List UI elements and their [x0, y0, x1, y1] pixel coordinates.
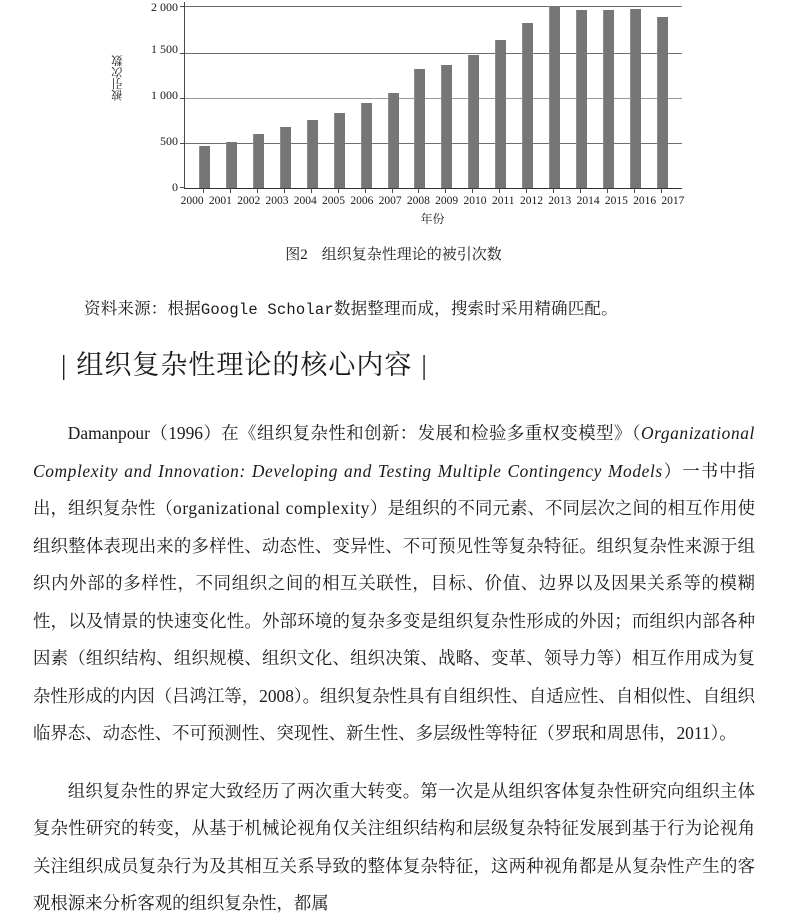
x-tick-label-2005: 2005: [322, 195, 346, 207]
x-tick-label-2017: 2017: [661, 195, 685, 207]
x-tick-label-2008: 2008: [406, 195, 430, 207]
x-tick-17: [661, 188, 662, 193]
x-tick-5: [338, 188, 339, 193]
x-tick-8: [418, 188, 419, 193]
x-axis-tick-labels: [177, 194, 688, 208]
bar-2003: [280, 127, 291, 188]
x-tick-3: [284, 188, 285, 193]
bar-2017: [657, 17, 668, 188]
paragraph-1-segment-b: ）一书中指出，组织复杂性（: [33, 460, 755, 518]
source-note-prefix: 根据: [167, 299, 201, 318]
y-tick-label-1500: 1 500: [151, 41, 178, 56]
x-tick-label-2011: 2011: [491, 195, 515, 207]
term-latin: organizational complexity: [173, 498, 370, 518]
x-tick-label-2015: 2015: [604, 195, 628, 207]
bar-slot-2016: [622, 2, 649, 188]
source-note-label: 资料来源：: [84, 299, 168, 318]
y-axis-title: 被引次数: [112, 55, 124, 101]
bar-2010: [468, 55, 479, 189]
bar-slot-2007: [380, 2, 407, 188]
figure-caption-number: 图2: [285, 247, 308, 263]
bar-slot-2015: [595, 2, 622, 188]
source-note: [84, 295, 618, 319]
author-name: Damanpour: [67, 423, 150, 443]
y-axis-tick-labels: [130, 2, 182, 192]
bar-2001: [226, 142, 237, 188]
x-tick-14: [580, 188, 581, 193]
source-note-database: Google Scholar: [200, 301, 334, 319]
x-axis-tick-marks: [184, 188, 681, 193]
x-tick-label-2010: 2010: [463, 195, 487, 207]
x-tick-6: [365, 188, 366, 193]
x-tick-7: [392, 188, 393, 193]
bar-2016: [630, 9, 641, 189]
bar-slot-2013: [541, 2, 568, 188]
y-tick-label-0: 0: [172, 180, 178, 194]
x-axis-title: 年份: [420, 212, 445, 226]
bar-2012: [522, 23, 533, 188]
x-tick-label-2013: 2013: [548, 195, 572, 207]
bar-2002: [253, 134, 264, 188]
x-tick-0: [203, 188, 204, 193]
bar-2013: [549, 6, 560, 188]
bar-2009: [441, 65, 452, 188]
bar-slot-2006: [353, 2, 380, 188]
bar-slot-2017: [649, 2, 676, 188]
bar-slot-2010: [460, 2, 487, 188]
paragraph-1-segment-a: 在《组织复杂性和创新：发展和检验多重权变模型》（: [221, 423, 641, 443]
bar-2011: [495, 40, 506, 188]
bar-slot-2004: [299, 2, 326, 188]
heading-rule-right: |: [421, 350, 428, 380]
y-tick-label-2000: 2 000: [151, 0, 178, 14]
page-title: [52, 348, 437, 382]
x-tick-label-2007: 2007: [378, 195, 402, 207]
bar-series: [185, 2, 682, 188]
section-heading-text: 组织复杂性理论的核心内容: [76, 350, 413, 380]
x-tick-label-2004: 2004: [293, 195, 317, 207]
x-tick-15: [607, 188, 608, 193]
x-tick-12: [526, 188, 527, 193]
bar-slot-2014: [568, 2, 595, 188]
body-copy: [33, 415, 755, 923]
y-tick-label-500: 500: [160, 133, 178, 148]
bar-slot-2001: [218, 2, 245, 188]
x-tick-1: [230, 188, 231, 193]
x-tick-9: [445, 188, 446, 193]
bar-2015: [603, 10, 614, 188]
citation-bar-chart: [108, 0, 688, 226]
x-tick-label-2009: 2009: [435, 195, 459, 207]
paragraph-2: 组织复杂性的界定大致经历了两次重大转变。第一次是从组织客体复杂性研究向组织主体复杂性研究的转变，从基于机械论视角仅关注组织结构和层级复杂特征发展到基于行为论视角关注组织成员复杂行为及其相互关系导致的整体复杂特征，这两种视角都是从复杂性产生的客观根源来分析客观的组织复杂性，都属: [33, 780, 755, 913]
bar-2000: [199, 146, 210, 188]
x-tick-label-2014: 2014: [576, 195, 600, 207]
book-title-italic: Organizational Complexity and Innovation: Developing and Testing Multiple Contingency Models: [33, 423, 755, 481]
bar-2005: [334, 113, 345, 188]
chart-plot-area: [184, 2, 682, 189]
figure-2-block: [0, 0, 787, 263]
heading-rule-left: |: [61, 350, 68, 380]
bar-slot-2009: [433, 2, 460, 188]
x-tick-label-2002: 2002: [237, 195, 261, 207]
y-tick-label-1000: 1 000: [151, 87, 178, 102]
source-note-suffix: 数据整理而成，搜索时采用精确匹配。: [333, 299, 618, 318]
bar-slot-2003: [272, 2, 299, 188]
x-tick-11: [499, 188, 500, 193]
x-tick-2: [257, 188, 258, 193]
bar-2007: [388, 93, 399, 188]
figure-caption-text: 组织复杂性理论的被引次数: [321, 247, 502, 263]
bar-slot-2012: [514, 2, 541, 188]
x-tick-4: [311, 188, 312, 193]
x-tick-label-2003: 2003: [265, 195, 289, 207]
x-tick-label-2001: 2001: [208, 195, 232, 207]
paragraph-1-segment-c: ）是组织的不同元素、不同层次之间的相互作用使组织整体表现出来的多样性、动态性、变异性、不可预见性等复杂特征。组织复杂性来源于组织内外部的多样性，不同组织之间的相互关联性，目标、价值、边界以及因果关系等的模糊性，以及情景的快速变化性。外部环境的复杂多变是组织复杂性形成的外因；而组织内部各种因素（组织结构、组织规模、组织文化、组织决策、战略、变革、领导力等）相互作用成为复杂性形成的内因（吕鸿江等，2008）。组织复杂性具有自组织性、自适应性、自相似性、自组织临界态、动态性、不可预测性、突现性、新生性、多层级性等特征（罗珉和周思伟，2011）。: [33, 498, 755, 743]
bar-slot-2002: [245, 2, 272, 188]
bar-slot-2008: [407, 2, 434, 188]
paragraph-1: [33, 415, 755, 753]
bar-slot-2011: [487, 2, 514, 188]
figure-caption: [0, 243, 787, 264]
x-tick-16: [634, 188, 635, 193]
x-tick-label-2016: 2016: [633, 195, 657, 207]
bar-2008: [414, 69, 425, 188]
x-tick-label-2006: 2006: [350, 195, 374, 207]
bar-2004: [307, 120, 318, 188]
bar-2014: [576, 10, 587, 188]
publication-year: （1996）: [149, 423, 222, 443]
bar-2006: [361, 103, 372, 188]
bar-slot-2005: [326, 2, 353, 188]
x-tick-13: [553, 188, 554, 193]
x-tick-label-2000: 2000: [180, 195, 204, 207]
x-tick-10: [472, 188, 473, 193]
x-tick-label-2012: 2012: [520, 195, 544, 207]
bar-slot-2000: [191, 2, 218, 188]
